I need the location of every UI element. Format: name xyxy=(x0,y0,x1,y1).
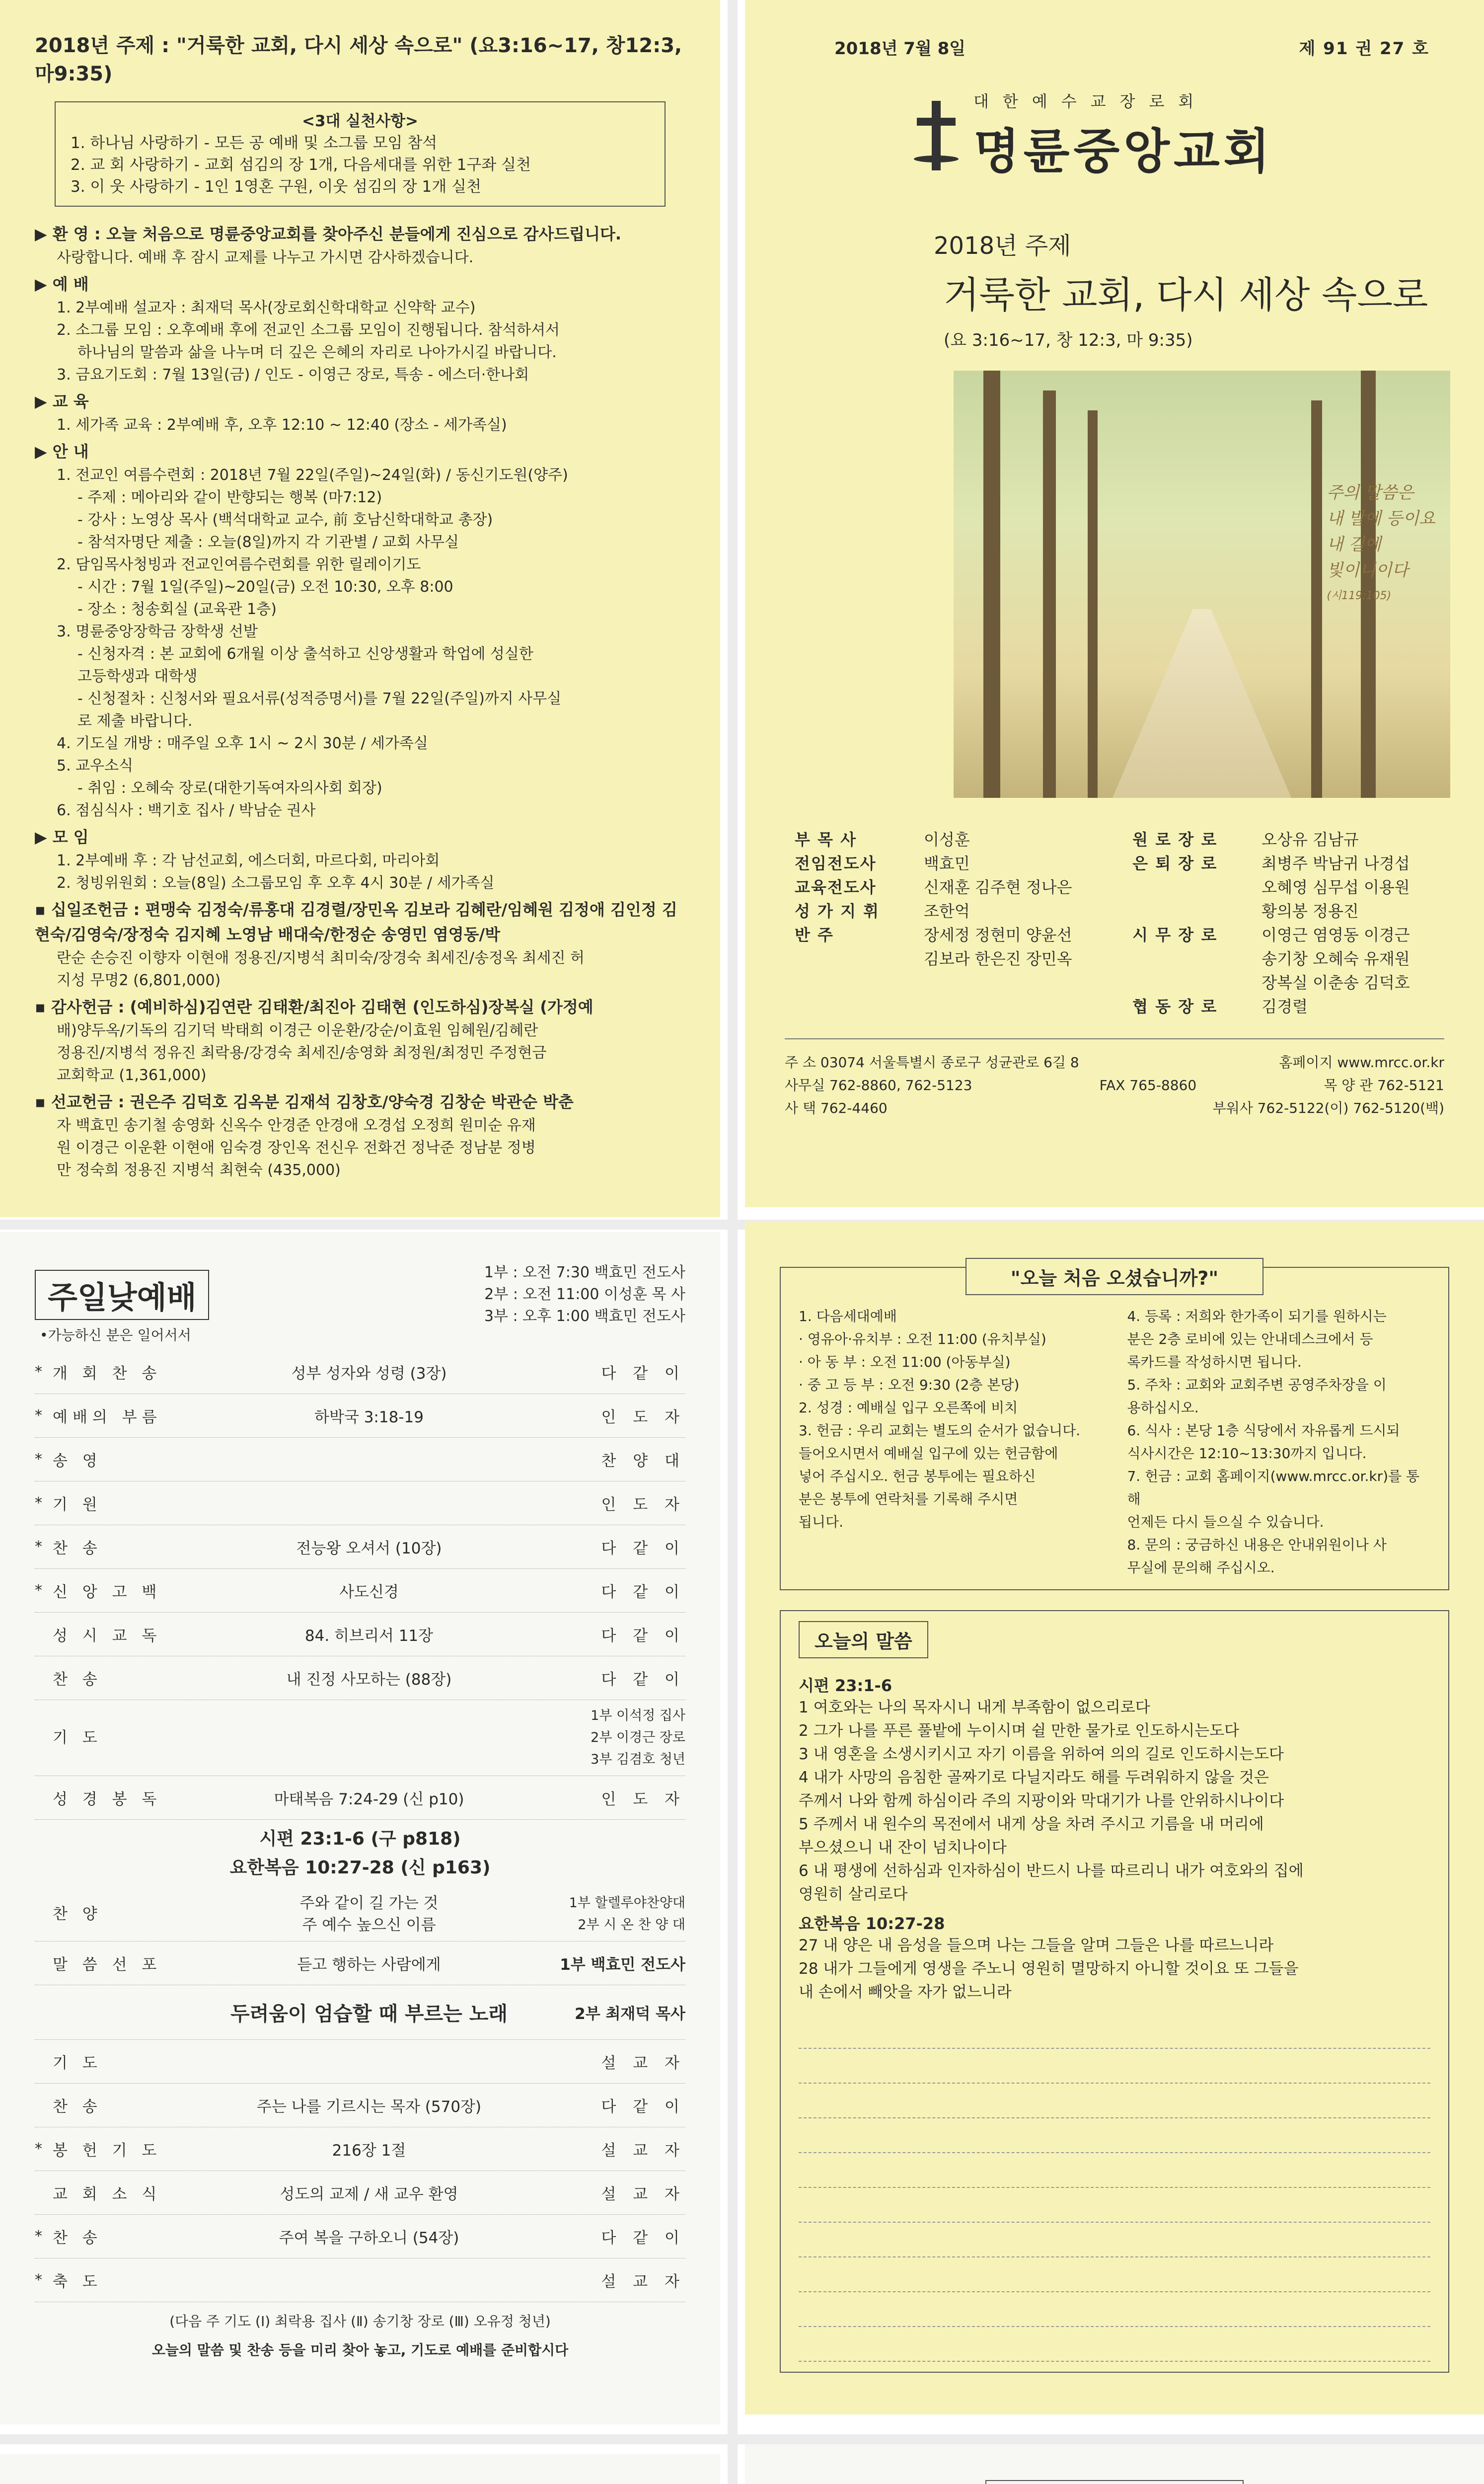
order-row-reading: 성 경 봉 독 마태복음 7:24-29 (신 p10) 인 도 자 xyxy=(35,1776,685,1820)
announcement-line: ▶ 예 배 xyxy=(35,275,89,294)
announcement-line: 1. 2부예배 설교자 : 최재덕 목사(장로회신학대학교 신약학 교수) xyxy=(57,299,476,316)
staff-name: 김보라 한은진 장민옥 xyxy=(924,949,1072,968)
announcement-line: 5. 교우소식 xyxy=(57,757,134,775)
forest-path-photo xyxy=(954,371,1450,798)
announcement-line: 란순 손승진 이향자 이현애 정용진/지병석 최미숙/장경숙 최세진/송정옥 최세진 허 xyxy=(57,949,585,967)
guide-line: 들어오시면서 예배실 입구에 있는 헌금함에 xyxy=(799,1445,1058,1462)
announcement-line: 2. 청빙위원회 : 오늘(8일) 소그룹모임 후 오후 4시 30분 / 세가족실 xyxy=(57,874,495,892)
order-row xyxy=(35,1350,685,1394)
announcement-line: 1. 2부예배 후 : 각 남선교회, 에스더회, 마르다회, 마리아회 xyxy=(57,852,440,869)
cover-panel xyxy=(745,0,1484,1207)
order-row xyxy=(35,2171,685,2215)
staff-row xyxy=(1132,923,1444,947)
announcement-line: 3. 금요기도회 : 7월 13일(금) / 인도 - 이영근 장로, 특송 - 에스더·한나회 xyxy=(57,366,529,384)
order-rt: 인 도 자 xyxy=(601,1408,685,1426)
announcement-line: 만 정숙희 정용진 지병석 최현숙 (435,000) xyxy=(57,1162,341,1179)
order-row xyxy=(35,2040,685,2084)
order-it: 축 도 xyxy=(53,2273,102,2291)
denomination-name: 대한예수교장로회 xyxy=(973,92,1208,111)
announcement-line: ▪ 십일조헌금 : 편맹숙 김정숙/류홍대 김경렬/장민옥 김보라 김혜란/임혜원 김정애 김인정 김현숙/김영숙/장정숙 김지혜 노영남 배대숙/한정순 송영민 염영동/박 xyxy=(35,900,677,944)
theme-title: 거룩한 교회, 다시 세상 속으로 xyxy=(944,274,1428,316)
cover-top-bar xyxy=(785,30,1444,69)
order-row-sermon-2: 두려움이 엄습할 때 부르는 노래 2부 최재덕 목사 xyxy=(35,1985,685,2040)
staff-role xyxy=(1132,875,1261,899)
church-logo xyxy=(914,89,1444,182)
staff-right xyxy=(1132,828,1444,1018)
todays-word xyxy=(780,1610,1449,2373)
order-it: 찬 송 xyxy=(53,2098,102,2116)
dept-phone: 부워사 762-5122(이) 762-5120(백) xyxy=(1212,1100,1444,1116)
verse-line: 2 그가 나를 푸른 풀밭에 누이시며 쉴 만한 물가로 인도하시는도다 xyxy=(799,1722,1240,1740)
staff-list xyxy=(795,828,1444,1018)
ministry-panel xyxy=(745,2444,1484,2484)
verse-list-1 xyxy=(799,1696,1430,1906)
announcement-line: 정용진/지병석 정유진 최락용/강경숙 최세진/송영화 최정원/최정민 주정현금 xyxy=(57,1044,547,1062)
practice-item: 1. 하나님 사랑하기 - 모든 공 예배 및 소그룹 모임 참석 xyxy=(71,134,438,152)
announcement-line: 2. 소그룹 모임 : 오후예배 후에 전교인 소그룹 모임이 진행됩니다. 참석하셔서 xyxy=(57,321,560,339)
verse-line: 27 내 양은 내 음성을 들으며 나는 그들을 알며 그들은 나를 따르느니라 xyxy=(799,1937,1274,1954)
order-mk: * xyxy=(35,1494,42,1512)
announcement-line: 2. 담임목사청빙과 전교인여름수련회를 위한 릴레이기도 xyxy=(57,556,421,573)
guide-line: · 중 고 등 부 : 오전 9:30 (2층 본당) xyxy=(799,1377,1020,1393)
bulletin-issue: 제 91 권 27 호 xyxy=(1299,39,1429,59)
order-it: 성 시 교 독 xyxy=(53,1627,162,1645)
order-it: 교 회 소 식 xyxy=(53,2185,162,2203)
theme-verse: (요 3:16~17, 창 12:3, 마 9:35) xyxy=(944,330,1193,350)
scripture-references: 시편 23:1-6 (구 p818) 요한복음 10:27-28 (신 p163) xyxy=(229,1829,491,1878)
staff-role: 교육전도사 xyxy=(795,878,877,897)
guide-line: 넣어 주십시오. 헌금 봉투에는 필요하신 xyxy=(799,1468,1036,1484)
notes-area[interactable] xyxy=(799,2014,1430,2362)
announcement-line: 1. 전교인 여름수련회 : 2018년 7월 22일(주일)~24일(화) / 동신기도원(양주) xyxy=(57,466,568,484)
guide-line: 5. 주차 : 교회와 교회주변 공영주차장을 이 xyxy=(1127,1377,1387,1393)
staff-role: 협 동 장 로 xyxy=(1132,997,1218,1016)
order-row-sermon: 말 씀 선 포 듣고 행하는 사람에게 1부 백효민 전도사 xyxy=(35,1941,685,1985)
staff-role: 시 무 장 로 xyxy=(1132,926,1218,944)
church-name: 명륜중앙교회 xyxy=(973,124,1274,179)
order-it: 송 영 xyxy=(53,1452,102,1470)
verse-line: 28 내가 그들에게 영생을 주노니 영원히 멸망하지 아니할 것이요 또 그들을 xyxy=(799,1960,1299,1978)
verse-line: 주께서 나와 함께 하심이라 주의 지팡이와 막대기가 나를 안위하시나이다 xyxy=(799,1792,1284,1810)
announcement-line: - 신청자격 : 본 교회에 6개월 이상 출석하고 신앙생활과 학업에 성실한 xyxy=(77,645,533,663)
order-row xyxy=(35,1438,685,1481)
staff-row xyxy=(1132,828,1444,852)
guide-line: 분은 봉투에 연락처를 기록해 주시면 xyxy=(799,1491,1018,1507)
order-it: 봉 헌 기 도 xyxy=(53,2142,162,2160)
address: 주 소 03074 서울특별시 종로구 성균관로 6길 8 xyxy=(785,1054,1079,1071)
order-mk: * xyxy=(35,1407,42,1424)
order-mk: * xyxy=(35,2140,42,2158)
service-footer: (다음 주 기도 (Ⅰ) 최락용 집사 (Ⅱ) 송기창 장로 (Ⅲ) 오유정 청년) 오늘의 말씀 및 찬송 등을 미리 찾아 놓고, 기도로 예배를 준비합시다 xyxy=(151,2313,569,2358)
staff-row xyxy=(795,852,1107,875)
announcement-line: 4. 기도실 개방 : 매주일 오후 1시 ~ 2시 30분 / 세가족실 xyxy=(57,735,428,752)
staff-role xyxy=(1132,947,1261,971)
order-rt: 설 교 자 xyxy=(601,2142,685,2160)
order-it: 기 원 xyxy=(53,1496,102,1514)
order-md: 하박국 3:18-19 xyxy=(314,1408,424,1426)
theme-year: 2018년 주제 xyxy=(934,232,1071,260)
order-it: 찬 송 xyxy=(53,1540,102,1557)
sunday-service-header xyxy=(35,1262,685,1327)
staff-name: 송기창 오혜숙 유재원 xyxy=(1261,949,1410,968)
staff-name: 오혜영 심무섭 이용원 xyxy=(1261,878,1410,897)
order-row xyxy=(35,2127,685,2171)
order-it: 개 회 찬 송 xyxy=(53,1365,162,1383)
guide-line: 1. 다음세대예배 xyxy=(799,1308,897,1324)
announcement-line: - 취임 : 오혜숙 장로(대한기독여자의사회 회장) xyxy=(77,779,382,797)
newcomer-guide xyxy=(780,1267,1449,1590)
staff-row xyxy=(795,828,1107,852)
order-it: 찬 송 xyxy=(53,1671,102,1689)
word-ref-1: 시편 23:1-6 xyxy=(799,1676,892,1695)
order-rt: 다 같 이 xyxy=(601,2229,685,2247)
guide-line: 4. 등록 : 저희와 한가족이 되기를 원하시는 xyxy=(1127,1308,1387,1324)
order-md: 84. 히브리서 11장 xyxy=(304,1627,434,1645)
announcement-line: 6. 점심식사 : 백기호 집사 / 박남순 권사 xyxy=(57,802,316,819)
order-row-choir: 찬 양 주와 같이 길 가는 것 주 예수 높으신 이름 1부 할렐루야찬양대 2부 시 온 찬 양 대 xyxy=(35,1887,685,1941)
announcement-line: ▶ 안 내 xyxy=(35,442,89,461)
order-row xyxy=(35,1569,685,1613)
staff-role: 성 가 지 휘 xyxy=(795,902,880,921)
announcement-line: 교회학교 (1,361,000) xyxy=(57,1067,207,1084)
staff-role: 반 주 xyxy=(795,926,834,944)
staff-row xyxy=(1132,971,1444,995)
newcomer-panel xyxy=(745,1222,1484,2414)
order-row xyxy=(35,1613,685,1656)
contact-block xyxy=(785,1038,1444,1120)
announcement-line: ▶ 교 육 xyxy=(35,392,89,411)
order-rt: 다 같 이 xyxy=(601,1671,685,1689)
fold-line-2 xyxy=(0,2434,1484,2444)
announcement-line: 원 이경근 이운환 이현애 임숙경 장인옥 전신우 전화건 정낙준 정남분 정병 xyxy=(57,1139,536,1157)
staff-left xyxy=(795,828,1107,1018)
order-row xyxy=(35,2258,685,2302)
order-rt: 설 교 자 xyxy=(601,2054,685,2072)
announcement-line: 로 제출 바랍니다. xyxy=(77,712,193,730)
verse-line: 1 여호와는 나의 목자시니 내게 부족함이 없으리로다 xyxy=(799,1699,1150,1716)
homepage-link[interactable]: 홈페이지 www.mrcc.or.kr xyxy=(1279,1054,1444,1071)
staff-role xyxy=(795,947,924,971)
word-ref-2: 요한복음 10:27-28 xyxy=(799,1914,945,1933)
announcements-panel xyxy=(0,0,720,1217)
verse-list-2 xyxy=(799,1934,1430,2004)
guide-line: 2. 성경 : 예배실 입구 오른쪽에 비치 xyxy=(799,1399,1018,1416)
newcomer-guide-title: "오늘 처음 오셨습니까?" xyxy=(965,1258,1263,1295)
announcement-line: - 장소 : 청송회실 (교육관 1층) xyxy=(77,601,277,618)
staff-name: 장세정 정현미 양윤선 xyxy=(924,926,1072,944)
staff-name: 신재훈 김주현 정나은 xyxy=(924,878,1072,897)
sunday-service-title: 주일낮예배 xyxy=(35,1270,209,1320)
manse-phone: 사 택 762-4460 xyxy=(785,1100,888,1116)
practice-box-title: <3대 실천사항> xyxy=(301,112,419,130)
practice-item: 2. 교 회 사랑하기 - 교회 섬김의 장 1개, 다음세대를 위한 1구좌 실천 xyxy=(71,156,531,174)
guide-line: 언제든 다시 들으실 수 있습니다. xyxy=(1127,1514,1324,1530)
guide-line: 됩니다. xyxy=(799,1514,844,1530)
verse-line: 6 내 평생에 선하심과 인자하심이 반드시 나를 따르리니 내가 여호와의 집에 xyxy=(799,1862,1304,1880)
practice-item: 3. 이 웃 사랑하기 - 1인 1영혼 구원, 이웃 섬김의 장 1개 실천 xyxy=(71,178,481,196)
guide-line: 용하십시오. xyxy=(1127,1399,1199,1416)
verse-line: 영원히 살리로다 xyxy=(799,1885,908,1903)
staff-role xyxy=(1132,899,1261,923)
staff-role: 전임전도사 xyxy=(795,854,877,873)
order-md: 전능왕 오셔서 (10장) xyxy=(296,1540,442,1557)
order-md: 사도신경 xyxy=(339,1583,399,1601)
order-rt: 다 같 이 xyxy=(601,2098,685,2116)
guide-line: 6. 식사 : 본당 1층 식당에서 자유롭게 드시되 xyxy=(1127,1422,1400,1439)
staff-name: 장복실 이춘송 김덕호 xyxy=(1261,973,1410,992)
year-theme-header: 2018년 주제 : "거룩한 교회, 다시 세상 속으로" (요3:16~17, 창12:3, 마9:35) xyxy=(35,34,682,85)
staff-name: 황의봉 정용진 xyxy=(1261,902,1359,921)
todays-word-title: 오늘의 말씀 xyxy=(799,1621,928,1658)
staff-row xyxy=(1132,875,1444,899)
order-md: 성도의 교제 / 새 교우 환영 xyxy=(280,2185,458,2203)
cross-icon xyxy=(914,101,959,170)
announcement-line: 3. 명륜중앙장학금 장학생 선발 xyxy=(57,623,258,640)
order-rt: 찬 양 대 xyxy=(601,1452,685,1470)
order-mk: * xyxy=(35,1363,42,1381)
guide-left xyxy=(799,1305,1102,1579)
pastor-phone: 목 양 관 762-5121 xyxy=(1324,1077,1444,1093)
office-phone: 사무실 762-8860, 762-5123 xyxy=(785,1077,972,1093)
order-rt: 인 도 자 xyxy=(601,1496,685,1514)
order-it: 신 앙 고 백 xyxy=(53,1583,162,1601)
staff-row xyxy=(795,899,1107,923)
staff-name: 이성훈 xyxy=(924,830,970,849)
order-mk: * xyxy=(35,2271,42,2289)
verse-line: 3 내 영혼을 소생시키시고 자기 이름을 위하여 의의 길로 인도하시는도다 xyxy=(799,1745,1284,1763)
staff-row xyxy=(1132,899,1444,923)
order-it: 기 도 xyxy=(53,2054,102,2072)
order-md: 성부 성자와 성령 (3장) xyxy=(291,1365,447,1383)
order-md: 주여 복을 구하오니 (54장) xyxy=(279,2229,459,2247)
verse-line: 내 손에서 빼앗을 자가 없느니라 xyxy=(799,1983,1012,2001)
guide-line: 8. 문의 : 궁금하신 내용은 안내위원이나 사 xyxy=(1127,1537,1387,1553)
staff-row xyxy=(1132,852,1444,875)
announcement-line: 1. 세가족 교육 : 2부예배 후, 오후 12:10 ~ 12:40 (장소 - 세가족실) xyxy=(57,416,507,434)
staff-role: 원 로 장 로 xyxy=(1132,830,1218,849)
staff-row xyxy=(795,923,1107,947)
staff-row xyxy=(1132,995,1444,1018)
fax-number: FAX 765-8860 xyxy=(1099,1077,1197,1093)
order-rt: 설 교 자 xyxy=(601,2273,685,2291)
announcement-line: 하나님의 말씀과 삶을 나누며 더 깊은 은혜의 자리로 나아가시길 바랍니다. xyxy=(77,344,557,361)
announcement-line: - 신청절차 : 신청서와 필요서류(성적증명서)를 7월 22일(주일)까지 사무실 xyxy=(77,690,562,707)
order-mk: * xyxy=(35,1582,42,1599)
order-mk: * xyxy=(35,1451,42,1468)
staff-name: 오상유 김남규 xyxy=(1261,830,1359,849)
announcement-line: 배)양두옥/기독의 김기덕 박태희 이경근 이운환/강순/이효원 임혜원/김혜란 xyxy=(57,1022,538,1039)
staff-role xyxy=(1132,971,1261,995)
announcement-list xyxy=(35,222,685,1181)
center-fold xyxy=(728,0,738,2484)
staff-name: 백효민 xyxy=(924,854,970,873)
staff-name: 조한억 xyxy=(924,902,970,921)
guide-line: · 아 동 부 : 오전 11:00 (아동부실) xyxy=(799,1354,1011,1370)
staff-row xyxy=(795,947,1107,971)
announcement-line: ▶ 모 임 xyxy=(35,828,89,847)
announcement-line: 자 백효민 송기철 송영화 신옥수 안경준 안경애 오경섭 오정희 원미순 유재 xyxy=(57,1117,536,1134)
announcement-line: - 강사 : 노영상 목사 (백석대학교 교수, 前 호남신학대학교 총장) xyxy=(77,511,493,529)
guide-right xyxy=(1127,1305,1430,1579)
guide-line: 록카드를 작성하시면 됩니다. xyxy=(1127,1354,1302,1370)
staff-name: 김경렬 xyxy=(1261,997,1308,1016)
verse-line: 5 주께서 내 원수의 목전에서 내게 상을 차려 주시고 기름을 내 머리에 xyxy=(799,1815,1264,1833)
announcement-line: - 시간 : 7월 1일(주일)~20일(금) 오전 10:30, 오후 8:00 xyxy=(77,578,453,596)
announcement-line: - 참석자명단 제출 : 오늘(8일)까지 각 기관별 / 교회 사무실 xyxy=(77,534,459,551)
announcement-line: - 주제 : 메아리와 같이 반향되는 행복 (마7:12) xyxy=(77,489,382,506)
guide-line: 7. 헌금 : 교회 홈페이지(www.mrcc.or.kr)를 통해 xyxy=(1127,1468,1420,1507)
bulletin-date: 2018년 7월 8일 xyxy=(834,39,966,59)
order-rt: 설 교 자 xyxy=(601,2185,685,2203)
announcement-line: 지성 무명2 (6,801,000) xyxy=(57,972,221,989)
order-row xyxy=(35,1394,685,1438)
announcement-line: 사랑합니다. 예배 후 잠시 교제를 나누고 가시면 감사하겠습니다. xyxy=(57,249,474,266)
pastoral-calendar-title xyxy=(985,2480,1244,2484)
staff-role: 은 퇴 장 로 xyxy=(1132,854,1218,873)
announcement-line: ▶ 환 영 : 오늘 처음으로 명륜중앙교회를 찾아주신 분들에게 진심으로 감사드립니다. xyxy=(35,225,622,243)
order-it: 찬 송 xyxy=(53,2229,102,2247)
guide-line: 식사시간은 12:10~13:30까지 입니다. xyxy=(1127,1445,1367,1462)
guide-line: 분은 2층 로비에 있는 안내데스크에서 등 xyxy=(1127,1331,1373,1347)
weekday-service-panel xyxy=(0,2454,720,2484)
verse-line: 부으셨으니 내 잔이 넘치나이다 xyxy=(799,1839,1007,1857)
announcement-line: ▪ 선교헌금 : 권은주 김덕호 김옥분 김재석 김창호/양숙경 김창순 박관순 박춘 xyxy=(35,1092,574,1111)
staff-name: 이영근 염영동 이경근 xyxy=(1261,926,1410,944)
order-row xyxy=(35,2084,685,2127)
order-rt: 다 같 이 xyxy=(601,1627,685,1645)
order-md: 내 진정 사모하는 (88장) xyxy=(286,1671,452,1689)
staff-role: 부 목 사 xyxy=(795,830,857,849)
standing-note: •가능하신 분은 일어서서 xyxy=(40,1327,191,1343)
order-rt: 다 같 이 xyxy=(601,1540,685,1557)
order-mk: * xyxy=(35,2228,42,2245)
staff-name: 최병주 박남귀 나경섭 xyxy=(1261,854,1410,873)
verse-line: 4 내가 사망의 음침한 골짜기로 다닐지라도 해를 두려워하지 않을 것은 xyxy=(799,1769,1269,1786)
order-mk: * xyxy=(35,1538,42,1555)
order-row xyxy=(35,2215,685,2258)
order-rt: 다 같 이 xyxy=(601,1583,685,1601)
order-row xyxy=(35,1525,685,1569)
guide-line: 3. 헌금 : 우리 교회는 별도의 순서가 없습니다. xyxy=(799,1422,1081,1439)
announcement-line: ▪ 감사헌금 : (예비하심)김연란 김태환/최진아 김태현 (인도하심)장복실 (가정예 xyxy=(35,998,594,1016)
staff-row xyxy=(795,875,1107,899)
order-row-prayer: 기 도 1부 이석정 집사 2부 이경근 장로 3부 김겸호 청년 xyxy=(35,1700,685,1776)
order-row xyxy=(35,1481,685,1525)
order-list-2 xyxy=(35,2040,685,2302)
photo-caption: 주의 말씀은 내 발에 등이요 내 길에 빛이니이다 (시119:105) xyxy=(1327,483,1435,602)
announcement-line: 고등학생과 대학생 xyxy=(77,668,198,685)
staff-row xyxy=(1132,947,1444,971)
service-times: 1부 : 오전 7:30 백효민 전도사 2부 : 오전 11:00 이성훈 목 사 3부 : 오후 1:00 백효민 전도사 xyxy=(484,1264,685,1325)
sunday-service-panel xyxy=(0,1232,720,2424)
practice-box xyxy=(55,101,666,207)
order-row xyxy=(35,1656,685,1700)
order-md: 216장 1절 xyxy=(332,2142,406,2160)
guide-line: 무실에 문의해 주십시오. xyxy=(1127,1559,1275,1576)
order-md: 주는 나를 기르시는 목자 (570장) xyxy=(256,2098,482,2116)
order-rt: 다 같 이 xyxy=(601,1365,685,1383)
guide-line: · 영유아·유치부 : 오전 11:00 (유치부실) xyxy=(799,1331,1046,1347)
order-it: 예배의 부름 xyxy=(53,1408,162,1426)
order-list xyxy=(35,1350,685,1700)
